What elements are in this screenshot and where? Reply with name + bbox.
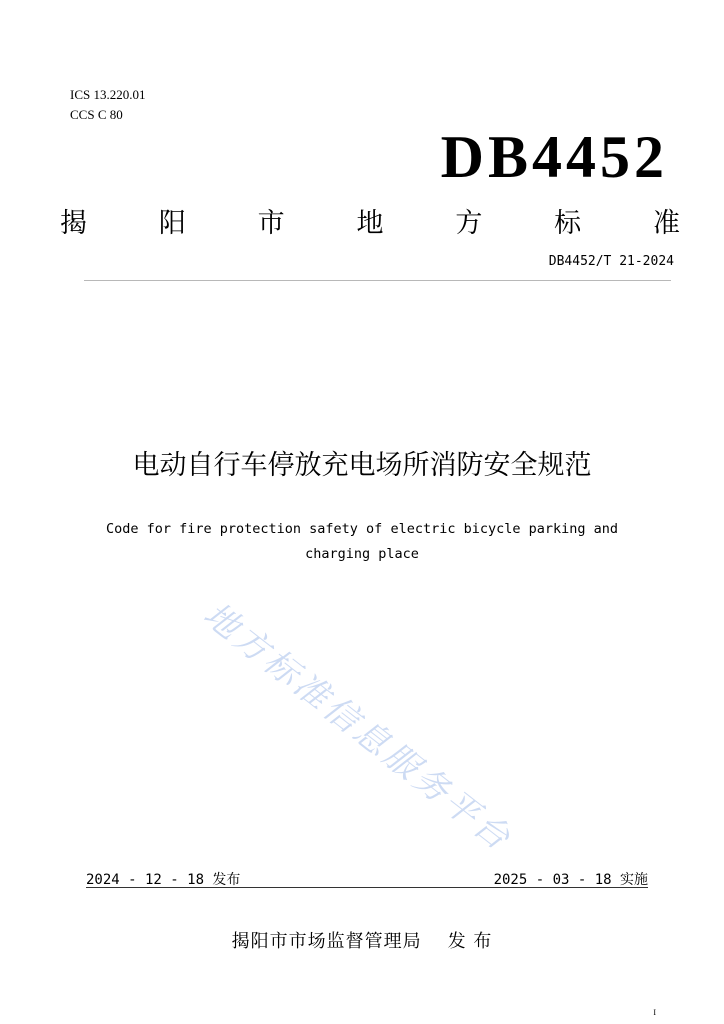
standard-type-char: 市 bbox=[257, 208, 285, 239]
issuer bbox=[0, 928, 724, 956]
standard-type-char: 揭 bbox=[60, 208, 87, 239]
standard-code: DB4452 bbox=[440, 124, 668, 190]
issuer-name: 揭阳市市场监督管理局 bbox=[231, 931, 422, 952]
implement-date: 2025 - 03 - 18 实施 bbox=[493, 872, 648, 888]
standard-type-char: 方 bbox=[455, 208, 483, 239]
issuer-action: 发 布 bbox=[447, 931, 493, 952]
standard-number: DB4452/T 21-2024 bbox=[548, 254, 674, 269]
standard-type-char: 标 bbox=[554, 208, 582, 239]
classification-codes bbox=[70, 85, 145, 125]
standard-type-char: 准 bbox=[652, 208, 680, 239]
standard-type-char: 阳 bbox=[158, 208, 186, 239]
title-english-line-2: charging place bbox=[305, 546, 419, 562]
ics-code: ICS 13.220.01 bbox=[70, 87, 146, 102]
standard-type bbox=[60, 204, 680, 244]
title-chinese: 电动自行车停放充电场所消防安全规范 bbox=[132, 450, 592, 481]
publish-date: 2024 - 12 - 18 发布 bbox=[86, 872, 241, 888]
ccs-code: CCS C 80 bbox=[70, 107, 123, 122]
watermark: 地方标准信息服务平台 bbox=[195, 594, 520, 860]
page-number: I bbox=[653, 1008, 656, 1017]
header-divider bbox=[84, 280, 671, 281]
standard-type-char: 地 bbox=[356, 208, 384, 239]
title-english bbox=[80, 517, 644, 567]
dates-divider bbox=[86, 887, 648, 888]
title-english-line-1: Code for fire protection safety of electric bicycle parking and bbox=[105, 521, 619, 537]
